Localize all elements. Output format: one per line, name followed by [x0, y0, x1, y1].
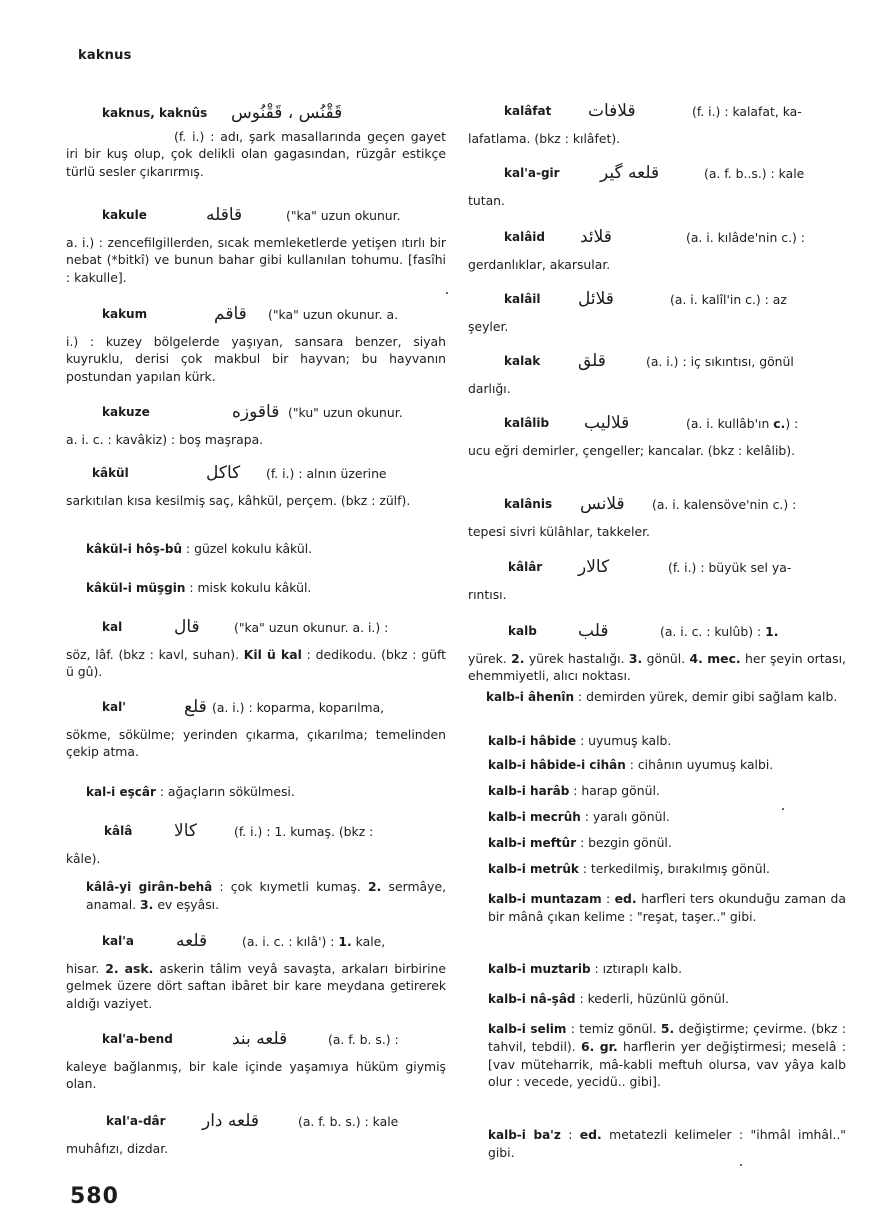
entry-kalaid — [468, 224, 846, 273]
subentry-text — [66, 878, 446, 914]
grammar-note: (f. i.) : kalafat, ka- — [692, 103, 802, 119]
grammar-note: (f. i.) : 1. kumaş. (bkz : — [234, 823, 374, 839]
print-speck — [740, 1164, 742, 1166]
entry-kalail — [468, 286, 846, 335]
arabic-script: قلعه گیر — [600, 163, 660, 183]
definition: şeyler. — [468, 319, 509, 334]
entry-kakul-i — [66, 540, 446, 558]
arabic-script: كالار — [578, 557, 610, 577]
subentry-definition: : misk kokulu kâkül. — [185, 580, 312, 595]
arabic-script: قال — [174, 617, 200, 637]
grammar-note: (a. i. c. : kulûb) : 1. — [660, 623, 779, 639]
entry-kalb-selim — [468, 1020, 846, 1091]
entry-kalb-nasad — [468, 990, 846, 1008]
print-speck — [446, 292, 448, 294]
entry-kala2 — [66, 928, 446, 1012]
definition: (f. i.) : adı, şark masallarında geçen gayet iri bir kuş olup, çok delikli olan gagasından, rüzgâr estikçe türlü sesler çıkarırmış. — [66, 129, 446, 179]
headword: kâkül — [92, 466, 129, 480]
entry-kakuze — [66, 399, 446, 448]
subentry-text — [468, 834, 846, 852]
subentry-definition: : ed. metatezli kelimeler : "ihmâl imhâl.." gibi. — [488, 1127, 846, 1161]
arabic-script: كالا — [174, 821, 197, 841]
subentry-definition: : çok kıymetli kumaş. 2. sermâye, anamal. 3. ev eşyâsı. — [86, 879, 447, 913]
entry-kalb-muztarib — [468, 960, 846, 978]
headword: kalâil — [504, 292, 541, 306]
subentry-definition: : yaralı gönül. — [580, 809, 670, 824]
arabic-script: قَقْنُس ، قَقْنُوس — [231, 103, 343, 123]
entry-kakul-musgin — [66, 579, 446, 597]
subentry-definition: : ağaçların sökülmesi. — [155, 784, 295, 799]
subentry-headword: kal-i eşcâr — [86, 785, 156, 799]
headword: kalâfat — [504, 104, 552, 118]
definition: hisar. 2. ask. askerin tâlim veyâ savaşta, arkaları birbirine gelmek üzere dört saftan ibâret bir kare meydana getirerek aldığı vaziyet. — [66, 961, 446, 1011]
subentry-text — [468, 960, 846, 978]
entry-kaknus — [66, 100, 446, 180]
grammar-note: (a. i.) : koparma, koparılma, — [212, 699, 385, 715]
arabic-script: قلعه دار — [202, 1111, 259, 1131]
headword: kal'a-dâr — [106, 1114, 166, 1128]
subentry-text — [66, 579, 446, 597]
headword: kâlâr — [508, 560, 543, 574]
subentry-definition: : cihânın uyumuş kalbi. — [625, 757, 774, 772]
subentry-text — [66, 540, 446, 558]
subentry-headword: kalb-i muntazam — [488, 892, 602, 906]
definition: rıntısı. — [468, 587, 507, 602]
definition: kâle). — [66, 851, 101, 866]
headword: kalânis — [504, 497, 553, 511]
entry-kalb-meftur — [468, 834, 846, 852]
subentry-headword: kalb-i hâbide-i cihân — [488, 758, 626, 772]
arabic-script: قلانس — [580, 494, 625, 514]
subentry-definition: : güzel kokulu kâkül. — [182, 541, 313, 556]
grammar-note: (a. i. kılâde'nin c.) : — [686, 229, 805, 245]
definition: yürek. 2. yürek hastalığı. 3. gönül. 4. mec. her şeyin ortası, ehemmiyetli, alıcı noktası. — [468, 651, 846, 684]
subentry-text — [468, 756, 846, 774]
grammar-note: ("ka" uzun okunur. — [286, 207, 401, 223]
entry-kal-i-escar — [66, 783, 446, 801]
subentry-headword: kalb-i mecrûh — [488, 810, 581, 824]
subentry-headword: kalb-i harâb — [488, 784, 570, 798]
entry-kakule — [66, 202, 446, 286]
entry-kalb-muntazam — [468, 890, 846, 926]
arabic-script: كاكل — [206, 463, 241, 483]
arabic-script: قلعه بند — [232, 1029, 288, 1049]
definition: a. i. c. : kavâkiz) : boş maşrapa. — [66, 432, 264, 447]
entry-kalb-habide — [468, 732, 846, 750]
arabic-script: قلع — [184, 697, 207, 717]
entry-kalb-baz — [468, 1126, 846, 1162]
entry-kal — [66, 614, 446, 681]
definition: ucu eğri demirler, çengeller; kancalar. (bkz : kelâlib). — [468, 443, 796, 458]
headword: kal'a — [102, 934, 134, 948]
subentry-headword: kalb-i selim — [488, 1022, 567, 1036]
print-speck — [782, 808, 784, 810]
grammar-note: (a. i.) : iç sıkıntısı, gönül — [646, 353, 794, 369]
subentry-text — [468, 860, 846, 878]
subentry-headword: kalb-i hâbide — [488, 734, 577, 748]
arabic-script: قلائل — [578, 289, 614, 309]
headword: kakuze — [102, 405, 150, 419]
subentry-text — [468, 1020, 846, 1091]
headword: kalb — [508, 624, 537, 638]
subentry-text — [468, 732, 846, 750]
entry-kalagir — [468, 160, 846, 209]
headword: kal' — [102, 700, 126, 714]
entry-kalafat — [468, 98, 846, 147]
definition: a. i.) : zencefilgillerden, sıcak memleketlerde yetişen ıtırlı bir nebat (*bitkî) ve bunun bahar gibi kullanılan tohumu. [fasîhi : kakulle]. — [66, 235, 446, 285]
entry-kala-bend — [66, 1026, 446, 1093]
arabic-script: قلائد — [580, 227, 612, 247]
subentry-text — [468, 990, 846, 1008]
headword: kal'a-bend — [102, 1032, 173, 1046]
grammar-note: ("ka" uzun okunur. a. — [268, 306, 399, 322]
subentry-text — [468, 890, 846, 926]
subentry-definition: : uyumuş kalb. — [576, 733, 672, 748]
entry-kalayi — [66, 878, 446, 914]
arabic-script: قلافات — [588, 101, 636, 121]
definition: sarkıtılan kısa kesilmiş saç, kâhkül, perçem. (bkz : zülf). — [66, 493, 411, 508]
entry-kakum — [66, 301, 446, 385]
page-number: 580 — [70, 1184, 119, 1209]
headword: kâlâ — [104, 824, 133, 838]
definition: lafatlama. (bkz : kılâfet). — [468, 131, 621, 146]
grammar-note: (f. i.) : büyük sel ya- — [668, 559, 792, 575]
headword: kakum — [102, 307, 148, 321]
entry-kalar — [468, 554, 846, 603]
entry-kala-dar — [66, 1108, 446, 1157]
subentry-definition: : bezgin gönül. — [576, 835, 672, 850]
definition: i.) : kuzey bölgelerde yaşıyan, sansara benzer, siyah kuyruklu, derisi çok makbul bir hayvan; bu hayvanın postundan yapılan kürk. — [66, 334, 446, 384]
headword: kaknus, kaknûs — [102, 106, 208, 120]
entry-kal2 — [66, 694, 446, 761]
subentry-text — [468, 808, 846, 826]
grammar-note: ("ka" uzun okunur. a. i.) : — [234, 619, 389, 635]
headword: kalak — [504, 354, 541, 368]
entry-kalalib — [468, 410, 846, 459]
definition: sökme, sökülme; yerinden çıkarma, çıkarılma; temelinden çekip atma. — [66, 727, 446, 760]
subentry-definition: : ıztıraplı kalb. — [590, 961, 683, 976]
subentry-headword: kâkül-i müşgin — [86, 581, 186, 595]
entry-kalb — [468, 618, 846, 685]
grammar-note: (a. i. kullâb'ın c.) : — [686, 415, 799, 431]
definition: gerdanlıklar, akarsular. — [468, 257, 611, 272]
entry-kalb-ahenin — [468, 688, 846, 706]
definition: kaleye bağlanmış, bir kale içinde yaşamıya hüküm giymiş olan. — [66, 1059, 446, 1092]
grammar-note: (a. i. c. : kılâ') : 1. kale, — [242, 933, 386, 949]
definition: tutan. — [468, 193, 505, 208]
entry-kalak — [468, 348, 846, 397]
subentry-text — [66, 783, 446, 801]
subentry-definition: : terkedilmiş, bırakılmış gönül. — [578, 861, 770, 876]
subentry-headword: kalb-i metrûk — [488, 862, 579, 876]
subentry-text — [468, 1126, 846, 1162]
subentry-headword: kalb-i meftûr — [488, 836, 577, 850]
headword: kal — [102, 620, 123, 634]
arabic-script: قلق — [578, 351, 606, 371]
subentry-definition: : harap gönül. — [569, 783, 660, 798]
arabic-script: قاقم — [214, 304, 247, 324]
subentry-headword: kalb-i muztarib — [488, 962, 591, 976]
subentry-headword: kalb-i âhenîn — [486, 690, 575, 704]
subentry-definition: : ed. harfleri ters okunduğu zaman da bir mânâ çıkan kelime : "reşat, taşer.." gibi. — [488, 891, 846, 925]
definition: tepesi sivri külâhlar, takkeler. — [468, 524, 650, 539]
arabic-script: قلاليب — [584, 413, 630, 433]
grammar-note: (a. f. b..s.) : kale — [704, 165, 805, 181]
subentry-headword: kalb-i ba'z — [488, 1128, 561, 1142]
grammar-note: (f. i.) : alnın üzerine — [266, 465, 387, 481]
subentry-headword: kalb-i nâ-şâd — [488, 992, 576, 1006]
entry-kalb-metruk — [468, 860, 846, 878]
entry-kalb-mecruh — [468, 808, 846, 826]
headword: kalâid — [504, 230, 545, 244]
entry-kala — [66, 818, 446, 867]
grammar-note: ("ku" uzun okunur. — [288, 404, 403, 420]
headword: kal'a-gir — [504, 166, 560, 180]
subentry-definition: : temiz gönül. 5. değiştirme; çevirme. (bkz : tahvil, tebdil). 6. gr. harflerin yer değiştirmesi; meselâ : [vav müteharrik, mâ-kabli meftuh olursa, vav yâya kalb olur : vecede, yecidü.. gibi]. — [488, 1021, 846, 1090]
subentry-text — [468, 782, 846, 800]
definition: muhâfızı, dizdar. — [66, 1141, 169, 1156]
subentry-definition: : demirden yürek, demir gibi sağlam kalb. — [574, 689, 838, 704]
entry-kalb-harab — [468, 782, 846, 800]
arabic-script: قاقوزه — [232, 402, 280, 422]
subentry-headword: kâkül-i hôş-bû — [86, 542, 183, 556]
definition: darlığı. — [468, 381, 511, 396]
subentry-text — [468, 688, 846, 706]
definition: söz, lâf. (bkz : kavl, suhan). Kil ü kal : dedikodu. (bkz : güft ü gû). — [66, 647, 446, 680]
grammar-note: (a. f. b. s.) : kale — [298, 1113, 399, 1129]
headword: kakule — [102, 208, 147, 222]
grammar-note: (a. i. kalensöve'nin c.) : — [652, 496, 797, 512]
entry-kalb-habide-cihan — [468, 756, 846, 774]
entry-kakul — [66, 460, 446, 509]
arabic-script: قلعه — [176, 931, 208, 951]
arabic-script: قلب — [578, 621, 609, 641]
entry-kalanis — [468, 491, 846, 540]
headword: kalâlib — [504, 416, 550, 430]
subentry-headword: kâlâ-yi girân-behâ — [86, 880, 213, 894]
grammar-note: (a. i. kalîl'in c.) : az — [670, 291, 787, 307]
subentry-definition: : kederli, hüzünlü gönül. — [575, 991, 729, 1006]
running-head: kaknus — [78, 48, 132, 63]
grammar-note: (a. f. b. s.) : — [328, 1031, 399, 1047]
arabic-script: قاقله — [206, 205, 243, 225]
